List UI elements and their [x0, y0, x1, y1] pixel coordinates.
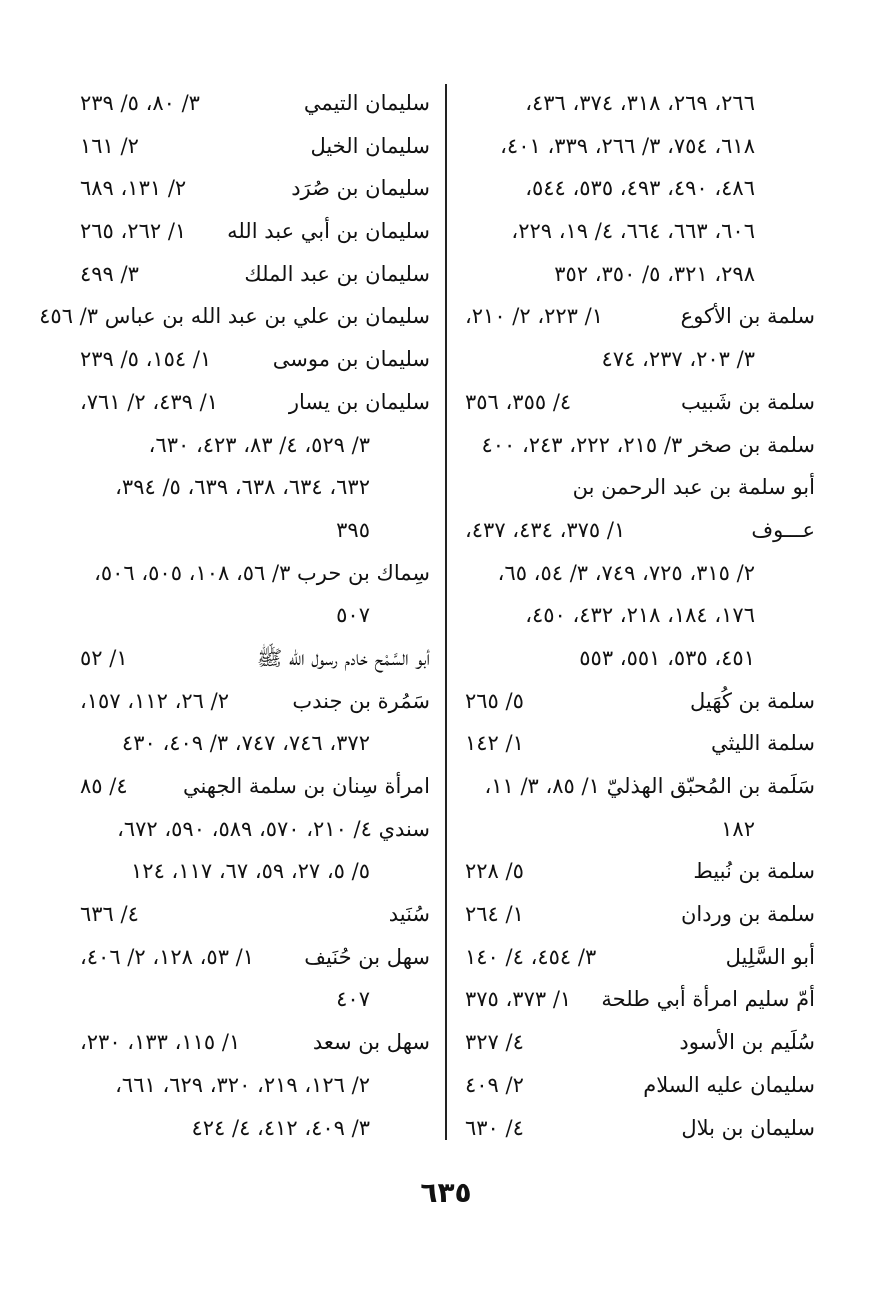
index-entry: [80, 808, 430, 851]
entry-reference: ٤/ ٨٥: [80, 774, 128, 798]
entry-name: سُلَيم بن الأسود: [679, 1030, 815, 1055]
index-entry: [465, 552, 815, 595]
index-entry: [80, 210, 430, 253]
index-entry: [465, 1107, 815, 1150]
entry-reference: ١/ ٢٦٤: [465, 902, 524, 927]
index-entry: [80, 722, 430, 765]
entry-reference: ٤/ ٦٣٦: [80, 902, 139, 927]
index-entry: [80, 1064, 430, 1107]
entry-reference: ٢٦٦، ٢٦٩، ٣١٨، ٣٧٤، ٤٣٦،: [525, 91, 755, 115]
entry-name: سلمة بن الأكوع: [680, 304, 815, 329]
entry-reference: ٢/ ٣١٥، ٧٢٥، ٧٤٩، ٣/ ٥٤، ٦٥،: [497, 560, 755, 585]
entry-reference: سليمان بن علي بن عبد الله بن عباس ٣/ ٤٥٦: [39, 304, 430, 329]
index-entry: [465, 808, 815, 851]
index-entry: [80, 167, 430, 210]
entry-reference: أبو سلمة بن عبد الرحمن بن: [572, 475, 815, 500]
entry-reference: ٣/ ٤٠٩، ٤١٢، ٤/ ٤٢٤: [191, 1115, 370, 1140]
index-entry: [80, 381, 430, 424]
entry-reference: ١/ ١٤٢: [465, 731, 524, 756]
entry-name: أبو السَّلِيل: [725, 944, 815, 969]
index-entry: [465, 295, 815, 338]
index-entry: [80, 338, 430, 381]
entry-reference: ٤/ ٣٢٧: [465, 1030, 524, 1055]
entry-name: سليمان بن بلال: [681, 1115, 815, 1140]
index-entry: [80, 893, 430, 936]
entry-reference: ٣/ ٤٥٤، ٤/ ١٤٠: [465, 944, 597, 969]
index-entry: [80, 253, 430, 296]
entry-name: سليمان بن عبد الملك: [244, 261, 430, 286]
left-column: [39, 82, 430, 1149]
entry-reference: ٢/ ١٣١، ٦٨٩: [80, 176, 187, 201]
index-entry: [80, 125, 430, 168]
entry-reference: ٤/ ٣٥٥، ٣٥٦: [465, 389, 572, 414]
entry-name: عـــوف: [751, 517, 815, 542]
entry-name: سليمان بن يسار: [288, 389, 430, 414]
entry-name: سلمة الليثي: [711, 731, 815, 756]
entry-reference: ١/ ٣٧٣، ٣٧٥: [465, 987, 572, 1012]
entry-reference: ١/ ٢٦٢، ٢٦٥: [80, 219, 187, 244]
index-entry: [465, 253, 815, 296]
entry-name: سُنَيد: [388, 902, 430, 927]
entry-reference: ٤٨٦، ٤٩٠، ٤٩٣، ٥٣٥، ٥٤٤،: [525, 176, 755, 201]
index-entry: [465, 338, 815, 381]
index-entry: [80, 509, 430, 552]
index-entry: [80, 1021, 430, 1064]
entry-reference: سَلَمة بن المُحبّق الهذليّ ١/ ٨٥، ٣/ ١١،: [484, 774, 815, 798]
page-number: ٦٣٥: [420, 1176, 472, 1209]
index-entry: [465, 936, 815, 979]
entry-reference: ٢/ ١٦١: [80, 133, 139, 158]
entry-reference: ٣٧٢، ٧٤٦، ٧٤٧، ٣/ ٤٠٩، ٤٣٠: [121, 731, 370, 756]
index-entry: [465, 424, 815, 467]
index-entry: [465, 1064, 815, 1107]
entry-reference: ٤٠٧: [336, 987, 370, 1012]
index-entry: [465, 722, 815, 765]
entry-name: سهل بن سعد: [312, 1030, 430, 1055]
index-entry: [80, 637, 430, 680]
index-entry: [465, 978, 815, 1021]
index-entry: [80, 82, 430, 125]
entry-reference: ١/ ١٥٤، ٥/ ٢٣٩: [80, 347, 212, 372]
index-entry: [465, 637, 815, 680]
entry-name: سلمة بن وردان: [680, 902, 815, 927]
entry-reference: ١٧٦، ١٨٤، ٢١٨، ٤٣٢، ٤٥٠،: [525, 603, 755, 628]
index-entry: [80, 424, 430, 467]
index-entry: [80, 552, 430, 595]
entry-reference: ٣/ ٤٩٩: [80, 261, 139, 286]
index-entry: [80, 466, 430, 509]
column-divider: [445, 84, 447, 1140]
index-entry: [465, 466, 815, 509]
entry-reference: ٥/ ٥، ٢٧، ٥٩، ٦٧، ١١٧، ١٢٤: [131, 859, 370, 884]
entry-reference: ١/ ٥٣، ١٢٨، ٢/ ٤٠٦،: [80, 944, 255, 969]
entry-reference: ١/ ٤٣٩، ٢/ ٧٦١،: [80, 389, 219, 414]
entry-reference: ٢/ ٢٦، ١١٢، ١٥٧،: [80, 688, 229, 713]
entry-reference: ٣/ ٨٠، ٥/ ٢٣٩: [80, 91, 200, 115]
entry-reference: ٢/ ٤٠٩: [465, 1072, 524, 1097]
entry-name: سلمة بن نُبيط: [693, 859, 815, 884]
index-entry: [80, 765, 430, 808]
index-entry: [80, 978, 430, 1021]
index-entry: [465, 509, 815, 552]
entry-name: سليمان بن صُرَد: [291, 176, 430, 201]
entry-reference: ٦٠٦، ٦٦٣، ٦٦٤، ٤/ ١٩، ٢٢٩،: [511, 219, 755, 244]
index-entry: [465, 125, 815, 168]
index-entry: [465, 680, 815, 723]
index-entry: [465, 82, 815, 125]
index-entry: [465, 850, 815, 893]
entry-reference: ٣/ ٥٢٩، ٤/ ٨٣، ٤٢٣، ٦٣٠،: [148, 432, 370, 457]
entry-reference: ٥/ ٢٦٥: [465, 688, 524, 713]
entry-reference: ٣/ ٢٠٣، ٢٣٧، ٤٧٤: [601, 347, 755, 372]
entry-reference: ٤٥١، ٥٣٥، ٥٥١، ٥٥٣: [579, 645, 755, 670]
index-entry: [465, 765, 815, 808]
entry-name: سليمان الخيل: [310, 133, 430, 158]
entry-reference: سِماك بن حرب ٣/ ٥٦، ١٠٨، ٥٠٥، ٥٠٦،: [94, 560, 430, 585]
index-entry: [465, 893, 815, 936]
entry-reference: ٦١٨، ٧٥٤، ٣/ ٢٦٦، ٣٣٩، ٤٠١،: [500, 133, 755, 158]
entry-reference: ١/ ٥٢: [80, 645, 128, 670]
index-entry: [465, 167, 815, 210]
entry-name: أبو السَّمْح خادم رسول الله ﷺ: [256, 645, 430, 670]
entry-reference: ١/ ١١٥، ١٣٣، ٢٣٠،: [80, 1030, 241, 1055]
entry-reference: ٥/ ٢٢٨: [465, 859, 524, 884]
entry-reference: ١٨٢: [721, 816, 755, 841]
entry-name: سليمان بن أبي عبد الله: [227, 219, 430, 244]
index-entry: [465, 1021, 815, 1064]
index-entry: [465, 594, 815, 637]
entry-name: امرأة سِنان بن سلمة الجهني: [182, 774, 430, 798]
entry-name: سليمان التيمي: [303, 91, 430, 115]
entry-reference: ١/ ٣٧٥، ٤٣٤، ٤٣٧،: [465, 517, 626, 542]
entry-reference: ١/ ٢٢٣، ٢/ ٢١٠،: [465, 304, 604, 329]
right-column: [465, 82, 815, 1149]
entry-name: سليمان بن موسى: [272, 347, 430, 372]
entry-name: سهل بن حُنَيف: [304, 944, 430, 969]
entry-reference: ٥٠٧: [336, 603, 370, 628]
entry-reference: سلمة بن صخر ٣/ ٢١٥، ٢٢٢، ٢٤٣، ٤٠٠: [481, 432, 815, 457]
entry-reference: ٣٩٥: [336, 517, 370, 542]
entry-name: سلمة بن شَبيب: [680, 389, 815, 414]
index-entry: [80, 850, 430, 893]
entry-name: سليمان عليه السلام: [643, 1072, 815, 1097]
index-entry: [465, 210, 815, 253]
entry-reference: ٦٣٢، ٦٣٤، ٦٣٨، ٦٣٩، ٥/ ٣٩٤،: [115, 475, 370, 500]
index-entry: [465, 381, 815, 424]
entry-reference: سندي ٤/ ٢١٠، ٥٧٠، ٥٨٩، ٥٩٠، ٦٧٢،: [117, 816, 430, 841]
entry-name: سلمة بن كُهَيل: [689, 688, 815, 713]
entry-reference: ٤/ ٦٣٠: [465, 1115, 524, 1140]
index-entry: [39, 295, 430, 338]
index-entry: [80, 594, 430, 637]
index-entry: [80, 1107, 430, 1150]
entry-reference: ٢/ ١٢٦، ٢١٩، ٣٢٠، ٦٢٩، ٦٦١،: [115, 1072, 370, 1097]
entry-reference: ٢٩٨، ٣٢١، ٥/ ٣٥٠، ٣٥٢: [554, 261, 755, 286]
index-entry: [80, 936, 430, 979]
entry-name: أمّ سليم امرأة أبي طلحة: [601, 987, 815, 1012]
index-entry: [80, 680, 430, 723]
entry-name: سَمُرة بن جندب: [292, 688, 430, 713]
